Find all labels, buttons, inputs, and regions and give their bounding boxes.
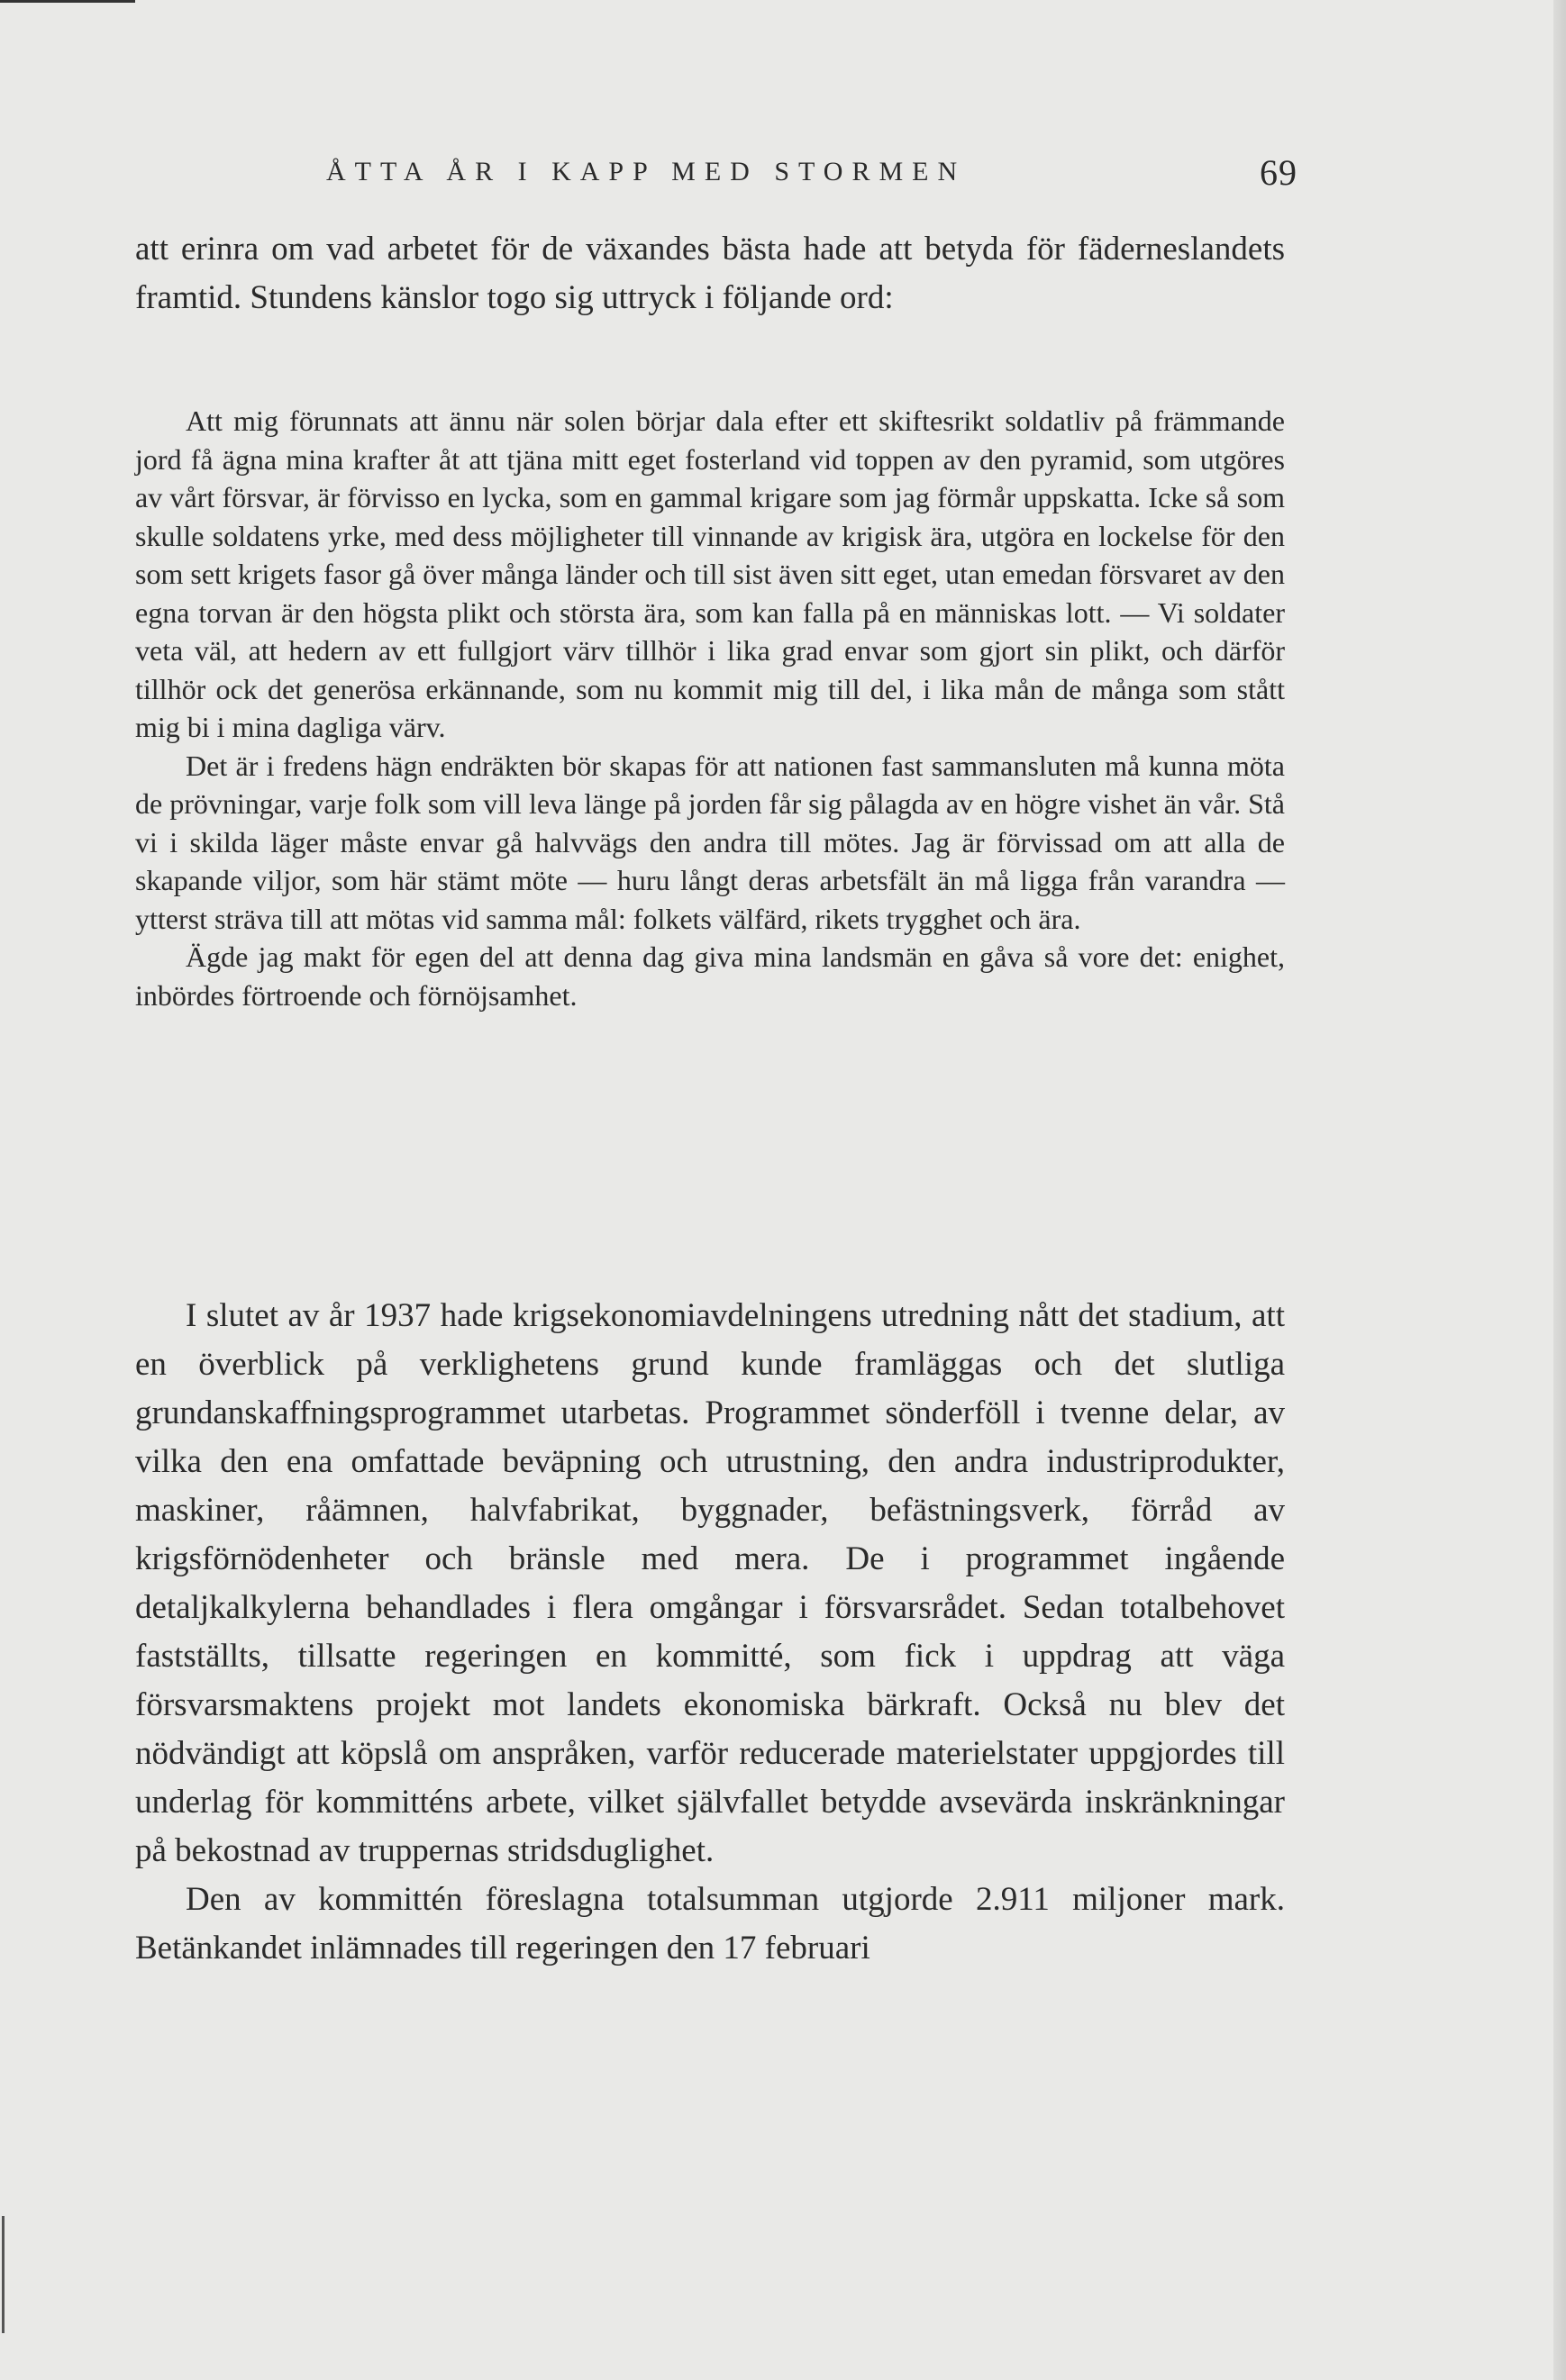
page-number: 69 xyxy=(1260,152,1297,193)
intro-section xyxy=(135,225,1285,322)
page-header xyxy=(135,151,1297,198)
running-title: ÅTTA ÅR I KAPP MED STORMEN xyxy=(326,157,967,186)
main-section xyxy=(135,1292,1285,1973)
body-paragraph: I slutet av år 1937 hade krigsekonomiavdelningens utredning nått det stadium, att en överblick på verklighetens grund kunde framläggas och det slutliga grundanskaffningsprogrammet utarbetas. Programmet sönderföll i tvenne delar, av vilka den ena omfattade beväpning och utrustning, den andra industriprodukter, maskiner, råämnen, halvfabrikat, byggnader, befästningsverk, förråd av krigsförnödenheter och bränsle med mera. De i programmet ingående detaljkalkylerna behandlades i flera omgångar i försvarsrådet. Sedan totalbehovet fastställts, tillsatte regeringen en kommitté, som fick i uppdrag att väga försvarsmaktens projekt mot landets ekonomiska bärkraft. Också nu blev det nödvändigt att köpslå om anspråken, varför reducerade materielstater uppgjordes till underlag för kommitténs arbete, vilket självfallet betydde avsevärda inskränkningar på bekostnad av truppernas stridsduglighet. xyxy=(135,1297,1285,1869)
body-paragraph: Den av kommittén föreslagna totalsumman utgjorde 2.911 miljoner mark. Betänkandet inlämnades till regeringen den 17 februari xyxy=(135,1881,1285,1967)
intro-paragraph: att erinra om vad arbetet för de växandes bästa hade att betyda för fäderneslandets framtid. Stundens känslor togo sig uttryck i följande ord: xyxy=(135,231,1285,316)
scan-edge-mark xyxy=(0,0,135,3)
quote-paragraph: Att mig förunnats att ännu när solen börjar dala efter ett skiftesrikt soldatliv på främmande jord få ägna mina krafter åt att tjäna mitt eget fosterland vid toppen av den pyramid, som utgöres av vårt försvar, är förvisso en lycka, som en gammal krigare som jag förmår uppskatta. Icke så som skulle soldatens yrke, med dess möjligheter till vinnande av krigisk ära, utgöra en lockelse för den som sett krigets fasor gå över många länder och till sist även sitt eget, utan emedan försvaret av den egna torvan är den högsta plikt och största ära, som kan falla på en människas lott. — Vi soldater veta väl, att hedern av ett fullgjort värv tillhör i lika grad envar som gjort sin plikt, och därför tillhör ock det generösa erkännande, som nu kommit mig till del, i lika mån de många som stått mig bi i mina dagliga värv. xyxy=(135,404,1285,743)
quote-paragraph: Det är i fredens hägn endräkten bör skapas för att nationen fast sammansluten må kunna möta de prövningar, varje folk som vill leva länge på jorden får sig pålagda av en högre vishet än vår. Stå vi i skilda läger måste envar gå halvvägs den andra till mötes. Jag är förvissad om att alla de skapande viljor, som här stämt möte — huru långt deras arbetsfält än må ligga från varandra — ytterst sträva till att mötas vid samma mål: folkets välfärd, rikets trygghet och ära. xyxy=(135,749,1285,935)
page-edge-shadow xyxy=(1553,0,1566,2380)
scan-edge-mark-left xyxy=(2,2216,5,2333)
quoted-speech xyxy=(135,402,1285,1014)
quote-paragraph: Ägde jag makt för egen del att denna dag giva mina landsmän en gåva så vore det: enighet, inbördes förtroende och förnöjsamhet. xyxy=(135,940,1285,1012)
